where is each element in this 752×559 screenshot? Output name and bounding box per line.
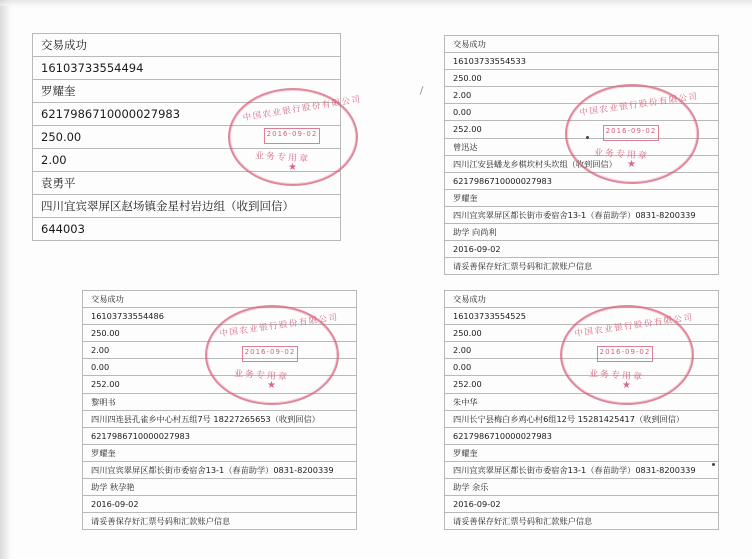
table-row: 罗耀奎 (33, 80, 340, 103)
table-row: 0.00 (445, 359, 718, 376)
table-row: 0.00 (445, 104, 718, 121)
table-row: 250.00 (445, 70, 718, 87)
table-row: 2.00 (33, 149, 340, 172)
table-row: 交易成功 (445, 36, 718, 53)
table-row: 四川宜宾翠屏区都长街市委宿舍13-1（春苗助学）0831-8200339 (83, 462, 356, 479)
table-row: 6217986710000027983 (33, 103, 340, 126)
table-row: 请妥善保存好汇票号码和汇款账户信息 (445, 513, 718, 530)
table-row: 四川宜宾翠屏区都长街市委宿舍13-1（春苗助学）0831-8200339 (445, 207, 718, 224)
table-row: 250.00 (445, 325, 718, 342)
table-row: 黎明书 (83, 394, 356, 411)
table-row: 6217986710000027983 (445, 428, 718, 445)
table-row: 16103733554486 (83, 308, 356, 325)
stamp-date-text: 2016-09-02 (244, 348, 296, 356)
receipt-rows (444, 35, 719, 275)
receipt-bottom-right (444, 290, 719, 530)
receipt-top-right (444, 35, 719, 275)
stamp-bottom-text: 业务专用章 (233, 369, 290, 383)
table-row: 交易成功 (83, 291, 356, 308)
stamp-star-icon: ★ (288, 162, 297, 173)
table-row: 朱中华 (445, 394, 718, 411)
table-row: 四川江安县蟠龙乡棋坎村头坎组（收到回信） (445, 156, 718, 173)
table-row: 2016-09-02 (445, 496, 718, 513)
table-row: 交易成功 (33, 34, 340, 57)
table-row: 2016-09-02 (83, 496, 356, 513)
receipt-rows (444, 290, 719, 530)
scan-edge-left (0, 0, 9, 559)
table-row: 16103733554525 (445, 308, 718, 325)
stamp-arc-text: 中国农业银行股份有限公司 (219, 312, 340, 340)
stamp-arc-text: 中国农业银行股份有限公司 (579, 91, 700, 119)
table-row: 2016-09-02 (445, 241, 718, 258)
table-row: 罗耀奎 (445, 190, 718, 207)
table-row: 请妥善保存好汇票号码和汇款账户信息 (83, 513, 356, 530)
stamp-star-icon: ★ (622, 380, 631, 391)
table-row: 0.00 (83, 359, 356, 376)
table-row: 252.00 (445, 376, 718, 393)
table-row: 250.00 (33, 126, 340, 149)
table-row: 四川长宁县梅白乡鸡心村6组12号 15281425417（收到回信） (445, 411, 718, 428)
receipt-top-left (32, 33, 341, 241)
table-row: 罗耀奎 (445, 445, 718, 462)
stamp-star-icon: ★ (627, 159, 636, 170)
receipt-rows (32, 33, 341, 241)
table-row: 四川宜宾翠屏区都长街市委宿舍13-1（春苗助学）0831-8200339 (445, 462, 718, 479)
stamp-bottom-text: 业务专用章 (254, 151, 311, 165)
stamp-bottom-text: 业务专用章 (588, 369, 645, 383)
stamp-arc-text: 中国农业银行股份有限公司 (242, 94, 363, 124)
table-row: 16103733554533 (445, 53, 718, 70)
table-row: 助学 余乐 (445, 479, 718, 496)
table-row: 袁勇平 (33, 172, 340, 195)
table-row: 250.00 (83, 325, 356, 342)
stamp-date-text: 2016-09-02 (599, 348, 651, 356)
scan-edge-top (0, 0, 752, 6)
receipt-rows (82, 290, 357, 530)
table-row: 四川四连县孔雀乡中心村五组7号 18227265653（收到回信） (83, 411, 356, 428)
table-row: 16103733554494 (33, 57, 340, 80)
table-row: 6217986710000027983 (83, 428, 356, 445)
table-row: 交易成功 (445, 291, 718, 308)
scan-artifact-dot (712, 463, 715, 466)
stamp-date-text: 2016-09-02 (266, 130, 318, 138)
stamp-arc-text: 中国农业银行股份有限公司 (574, 312, 695, 340)
stamp-bottom-text: 业务专用章 (593, 148, 650, 162)
table-row: 644003 (33, 218, 340, 241)
table-row: 2.00 (83, 342, 356, 359)
table-row: 四川宜宾翠屏区赵场镇金星村岩边组（收到回信） (33, 195, 340, 218)
stamp-star-icon: ★ (267, 380, 276, 391)
table-row: 2.00 (445, 342, 718, 359)
table-row: 曾迅达 (445, 139, 718, 156)
table-row: 助学 向尚利 (445, 224, 718, 241)
stamp-date-text: 2016-09-02 (605, 127, 657, 135)
scan-artifact-dot (586, 136, 589, 139)
table-row: 6217986710000027983 (445, 173, 718, 190)
table-row: 2.00 (445, 87, 718, 104)
table-row: 252.00 (83, 376, 356, 393)
receipt-bottom-left (82, 290, 357, 530)
table-row: 罗耀奎 (83, 445, 356, 462)
table-row: 252.00 (445, 121, 718, 138)
table-row: 助学 秋孕艳 (83, 479, 356, 496)
table-row: 请妥善保存好汇票号码和汇款账户信息 (445, 258, 718, 275)
